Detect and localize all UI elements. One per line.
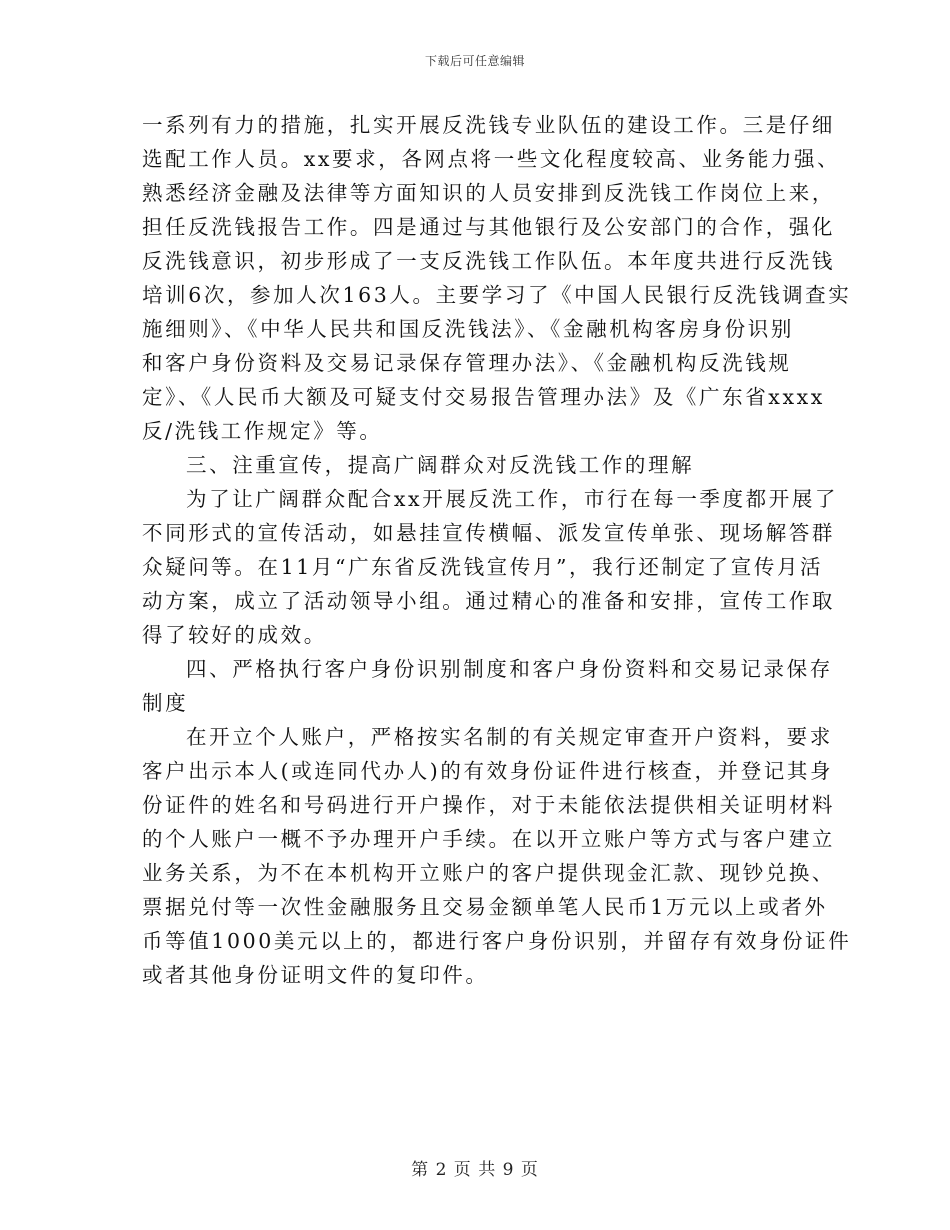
- text-line: 或者其他身份证明文件的复印件。: [142, 963, 489, 987]
- text-line: 选配工作人员。xx要求，各网点将一些文化程度较高、业务能力强、: [142, 147, 841, 171]
- text-line: 熟悉经济金融及法律等方面知识的人员安排到反洗钱工作岗位上来，: [142, 181, 835, 205]
- page-number: 第 2 页 共 9 页: [411, 1160, 539, 1180]
- text-line: 在开立个人账户，严格按实名制的有关规定审查开户资料，要求: [186, 725, 833, 749]
- text-line: 业务关系，为不在本机构开立账户的客户提供现金汇款、现钞兑换、: [142, 861, 835, 885]
- text-line: 施细则》、《中华人民共和国反洗钱法》、《金融机构客房身份识别: [142, 317, 794, 341]
- text-line: 和客户身份资料及交易记录保存管理办法》、《金融机构反洗钱规: [142, 351, 792, 375]
- text-line: 份证件的姓名和号码进行开户操作，对于未能依法提供相关证明材料: [142, 793, 835, 817]
- text-line: 的个人账户一概不予办理开户手续。在以开立账户等方式与客户建立: [142, 827, 835, 851]
- text-line: 担任反洗钱报告工作。四是通过与其他银行及公安部门的合作，强化: [142, 215, 835, 239]
- text-line: 客户出示本人(或连同代办人)的有效身份证件进行核查，并登记其身: [142, 759, 834, 783]
- section-heading-4-continued: 制度: [142, 691, 189, 715]
- text-line: 币等值1000美元以上的，都进行客户身份识别，并留存有效身份证件: [142, 929, 852, 953]
- text-line: 为了让广阔群众配合xx开展反洗工作，市行在每一季度都开展了: [186, 487, 839, 511]
- text-line: 反洗钱意识，初步形成了一支反洗钱工作队伍。本年度共进行反洗钱: [142, 249, 835, 273]
- section-heading-4: 四、严格执行客户身份识别制度和客户身份资料和交易记录保存: [186, 657, 833, 681]
- text-line: 动方案，成立了活动领导小组。通过精心的准备和安排，宣传工作取: [142, 589, 835, 613]
- section-heading-3: 三、注重宣传，提高广阔群众对反洗钱工作的理解: [186, 453, 695, 477]
- document-body: [142, 108, 852, 992]
- page-header: 下载后可任意编辑: [424, 54, 525, 68]
- text-line: 得了较好的成效。: [142, 623, 327, 647]
- text-line: 定》、《人民币大额及可疑支付交易报告管理办法》及《广东省xxxx: [142, 385, 825, 409]
- text-line: 反/洗钱工作规定》等。: [142, 419, 383, 443]
- text-line: 票据兑付等一次性金融服务且交易金额单笔人民币1万元以上或者外: [142, 895, 828, 919]
- text-line: 众疑问等。在11月“广东省反洗钱宣传月”，我行还制定了宣传月活: [142, 555, 824, 579]
- text-line: 一系列有力的措施，扎实开展反洗钱专业队伍的建设工作。三是仔细: [142, 113, 835, 137]
- text-line: 培训6次，参加人次163人。主要学习了《中国人民银行反洗钱调查实: [142, 283, 852, 307]
- text-line: 不同形式的宣传活动，如悬挂宣传横幅、派发宣传单张、现场解答群: [142, 521, 835, 545]
